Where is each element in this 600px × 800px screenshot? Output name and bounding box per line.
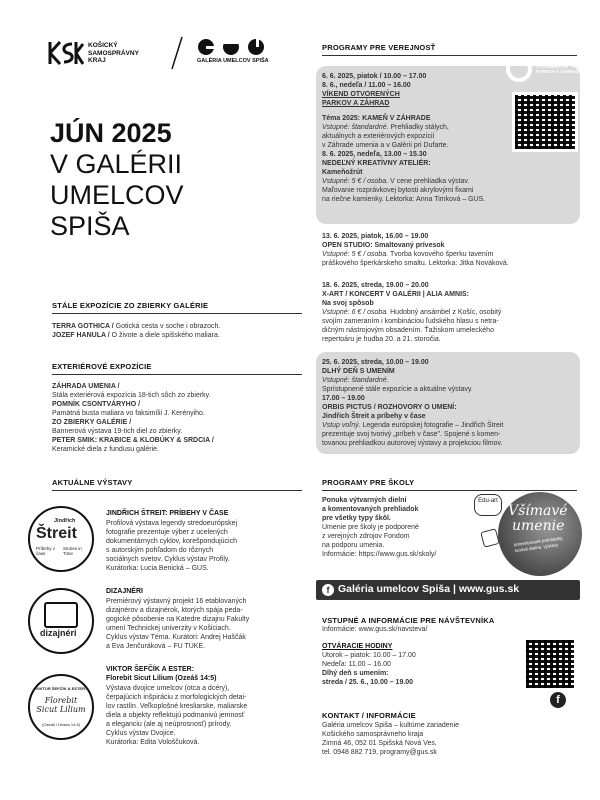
program-line: Téma 2025: KAMEŇ V ZÁHRADE — [322, 115, 431, 122]
logo-divider-slash — [170, 36, 184, 70]
title-line-3: UMELCOV — [50, 180, 184, 210]
qr-code-info[interactable] — [526, 640, 574, 688]
program-line: Vstupné: štandardné. Prehliadky stálych, — [322, 124, 449, 131]
program-block-1-text — [322, 72, 572, 204]
list-item-desc: Keramické diela z fundusu galérie. — [52, 446, 160, 453]
ksk-name-line: KRAJ — [88, 57, 106, 64]
aktualne-heading: AKTUÁLNE VÝSTAVY — [52, 478, 133, 487]
brush-icon — [480, 528, 500, 548]
exhibit-1-title: JINDŘICH ŠTREIT: PRÍBEHY V ČASE — [106, 510, 229, 517]
skoly-heading: PROGRAMY PRE ŠKOLY — [322, 478, 415, 487]
florebit-logo-sub: (Ozeáš / Hosea 14:5) — [41, 722, 81, 727]
stale-rule — [52, 313, 302, 314]
streit-logo-main: Štreit — [36, 525, 77, 542]
kontakt-heading: KONTAKT / INFORMÁCIE — [322, 711, 416, 720]
gus-name: GALÉRIA UMELCOV SPIŠA — [197, 58, 269, 64]
exterier-rule — [52, 374, 302, 375]
vsimave-sub: komentované prehliadky, tvorivé dielne, výstavy — [513, 535, 564, 553]
streit-logo-sub1: Príbehy v čase — [36, 546, 56, 556]
slash-icon — [170, 36, 184, 70]
stale-heading: STÁLE EXPOZÍCIE ZO ZBIERKY GALÉRIE — [52, 301, 209, 310]
qr-caption: VÍKEND OTVORENÝCH PARKOV A ZÁHRAD — [536, 58, 580, 74]
program-line: Maľovanie rozprávkovej bytosti akrylovými fixami — [322, 187, 474, 194]
florebit-logo — [28, 674, 94, 740]
ksk-logo-mark — [48, 40, 84, 66]
list-item: JOZEF HANULA / O živote a diele spišského maliara. — [52, 332, 220, 339]
list-item-desc: Bannerová výstava 19-tich diel zo zbierky. — [52, 428, 183, 435]
program-line: svojím zameraním i kombináciou ľudského hlasu s netra- — [322, 318, 499, 325]
program-line: Kameňožrút — [322, 169, 363, 176]
verejnost-rule — [322, 55, 577, 56]
kontakt-text: Galéria umelcov Spiša – kultúrne zariadenie Košického samosprávneho kraja Zimná 46, 052 01 Spišská Nová Ves, tel. 0948 882 719, programy@gus.sk — [322, 722, 459, 756]
exterier-heading: EXTERIÉROVÉ EXPOZÍCIE — [52, 362, 152, 371]
verejnost-heading: PROGRAMY PRE VEREJNOSŤ — [322, 43, 436, 52]
list-item-name: ZÁHRADA UMENIA / — [52, 383, 120, 390]
program-line: Vstup voľný. Legenda európskej fotografie – Jindřich Štreit — [322, 422, 504, 429]
program-line: Jindřich Štreit a príbehy v čase — [322, 413, 426, 420]
program-line: PARKOV A ZÁHRAD — [322, 100, 390, 107]
program-line: 8. 6. 2025, nedeľa, 13.00 – 15.30 — [322, 151, 427, 158]
exterier-list — [52, 382, 314, 454]
list-item: TERRA GOTHICA / Gotická cesta v soche i obrazoch. — [52, 323, 221, 330]
list-item-name: POMNÍK CSONTVÁRYHO / — [52, 401, 141, 408]
info-heading: VSTUPNÉ A INFORMÁCIE PRE NÁVŠTEVNÍKA — [322, 616, 495, 625]
program-line: Vstupné: 5 € / osoba. Tvorba kovového šperku tavením — [322, 251, 494, 258]
hours-list: Utorok – piatok: 10.00 – 17.00 Nedeľa: 11.00 – 16.00 Dlhý deň s umením: streda / 25. 6., 10.00 – 19.00 — [322, 652, 416, 686]
exhibit-3-text: Výstava dvojice umelcov (otca a dcéry), čerpajúcich inšpiráciu z morfologických detai- lov rastlín. Veľkoplošné kresliarske, maliarske diela a objekty reflektujú podmanivú jemnosť a eleganciu (ale aj neúprosnosť) prírody. Cyklus výstav Dvojice. Kurátorka: Edita Vološčuková. — [106, 685, 248, 746]
program-line: aktuálnych a exteriérových expozícií — [322, 133, 435, 140]
program-line: 13. 6. 2025, piatok, 16.00 – 19.00 — [322, 233, 429, 240]
program-line: v Záhrade umenia a v Galérii pri Dufarte. — [322, 142, 449, 149]
ksk-name-line: KOŠICKÝ — [88, 42, 118, 49]
aktualne-rule — [52, 490, 302, 491]
page-title — [50, 118, 184, 242]
title-line-4: SPIŠA — [50, 211, 130, 241]
program-line: 8. 6., nedeľa / 11.00 – 16.00 — [322, 82, 411, 89]
stale-list — [52, 322, 312, 340]
gus-logo — [197, 38, 271, 56]
exhibit-3-subtitle: Florebit Sicut Lilium (Ozeáš 14:5) — [106, 675, 217, 682]
exhibit-2-text: Premiérový výstavný projekt 16 etablovaných dizajnérov a dizajnérok, ktorých spája peda- gogické pôsobenie na Katedre dizajnu Fakulty umení Technickej univerzity v Košiciach. Cyklus výstav Téma. Kurátori: Andrej Haščák a Eva Jenčuráková – FU TUKE. — [106, 598, 250, 650]
list-item-name: PETER SMIK: KRABICE & KLOBÚKY & SRDCIA / — [52, 437, 214, 444]
program-line: Vstupné: 6 € / osoba. Hudobný ansámbel z Košíc, osobitý — [322, 309, 502, 316]
exhibit-2-title: DIZAJNÉRI — [106, 588, 143, 595]
ksk-name — [88, 42, 139, 65]
program-line: VÍKEND OTVORENÝCH — [322, 91, 400, 98]
program-line: DLHÝ DEŇ S UMENÍM — [322, 368, 395, 375]
program-line: 18. 6. 2025, streda, 19.00 – 20.00 — [322, 282, 429, 289]
program-line: na riečne kamienky. Lektorka: Anna Timková – GUS. — [322, 196, 486, 203]
dizajneri-logo — [28, 588, 94, 654]
dizajneri-logo-main: dizajnéri — [40, 628, 77, 638]
ksk-logo — [48, 40, 84, 66]
gus-logo-mark — [197, 38, 271, 56]
facebook-icon: f — [322, 584, 334, 596]
streit-logo-sub2: Stories in Time — [63, 546, 82, 556]
program-line: 25. 6. 2025, streda, 10.00 – 19.00 — [322, 359, 429, 366]
program-line: 17.00 – 19.00 — [322, 395, 365, 402]
streit-logo-top: Jindřich — [54, 518, 76, 524]
program-line: Vstupné: 5 € / osoba. V cene prehliadka výstav. — [322, 178, 470, 185]
program-line: Na svoj spôsob — [322, 300, 374, 307]
florebit-logo-main: Florebit Sicut Lilium — [36, 696, 86, 714]
hours-heading: OTVÁRACIE HODINY — [322, 643, 393, 650]
florebit-logo-top: VIKTOR ŠEFČÍK & ESTER: — [35, 686, 87, 691]
program-line: repertoáru je hudba 20. a 21. storočia. — [322, 336, 441, 343]
program-line: NEDEĽNÝ KREATÍVNY ATELIÉR: — [322, 160, 431, 167]
facebook-icon-round[interactable]: f — [550, 692, 566, 708]
list-item-desc: Pamätná busta maliara vo faksimílii J. Kerényiho. — [52, 410, 205, 417]
list-item-desc: Stála exteriérová expozícia 18-tich sôch zo zbierky. — [52, 392, 211, 399]
info-link[interactable]: Informácie: www.gus.sk/navsteva/ — [322, 626, 428, 633]
exhibit-1-text: Profilová výstava legendy stredoeurópskej fotografie prezentuje výber z ucelených dokumentárnych cyklov, korešpondujúcich s autorským pohľadom do rôznych sociálnych svetov. Cyklus výstav Profily. Kurátorka: Lucia Benická – GUS. — [106, 520, 238, 572]
program-line: prezentuje svoj tvorivý „príbeh v čase". Spojené s komen- — [322, 431, 501, 438]
ksk-name-line: SAMOSPRÁVNY — [88, 49, 139, 57]
exhibit-3-title: VIKTOR ŠEFČÍK A ESTER: — [106, 666, 195, 673]
edu-art-badge: Edu-art — [474, 494, 502, 516]
program-line: práškového šperkárskeho smaltu. Lektorka: Jitka Nováková. — [322, 260, 509, 267]
program-line: 6. 6. 2025, piatok / 10.00 – 17.00 — [322, 73, 427, 80]
title-line-2: V GALÉRII — [50, 149, 183, 179]
banner-text: Galéria umelcov Spiša | www.gus.sk — [338, 583, 520, 595]
program-block-3-text — [322, 281, 580, 344]
program-block-2-text — [322, 232, 580, 268]
vsimave-title: Všímavé umenie — [508, 503, 568, 534]
program-block-4-text — [322, 358, 580, 448]
dizajneri-shape-icon — [44, 602, 78, 628]
list-item-name: ZO ZBIERKY GALÉRIE / — [52, 419, 132, 426]
skoly-text: Ponuka výtvarných dielní a komentovaných prehliadok pre všetky typy škôl. Umenie pre školy je podporené z verejných zdrojov Fondom na podporu umenia. Informácie: https://www.gus.sk/skoly/ — [322, 497, 437, 558]
skoly-rule — [322, 490, 577, 491]
program-line: dičným nástrojovým obsadením. Ťažiskom umeleckého — [322, 327, 494, 334]
program-line: X-ART / KONCERT V GALÉRII | ALIA AMNIS: — [322, 291, 470, 298]
streit-logo — [28, 506, 94, 572]
program-line: ORBIS PICTUS / ROZHOVORY O UMENÍ: — [322, 404, 457, 411]
program-line: tovanou prehliadkou autorovej výstavy a projekciou filmov. — [322, 440, 503, 447]
program-line: Vstupné: štandardné. — [322, 377, 389, 384]
gus-banner[interactable] — [316, 580, 580, 600]
title-line-1: JÚN 2025 — [50, 118, 172, 148]
program-line: Sprístupnené stále expozície a aktuálne výstavy. — [322, 386, 473, 393]
program-line: OPEN STUDIO: Smaltovaný prívesok — [322, 242, 445, 249]
